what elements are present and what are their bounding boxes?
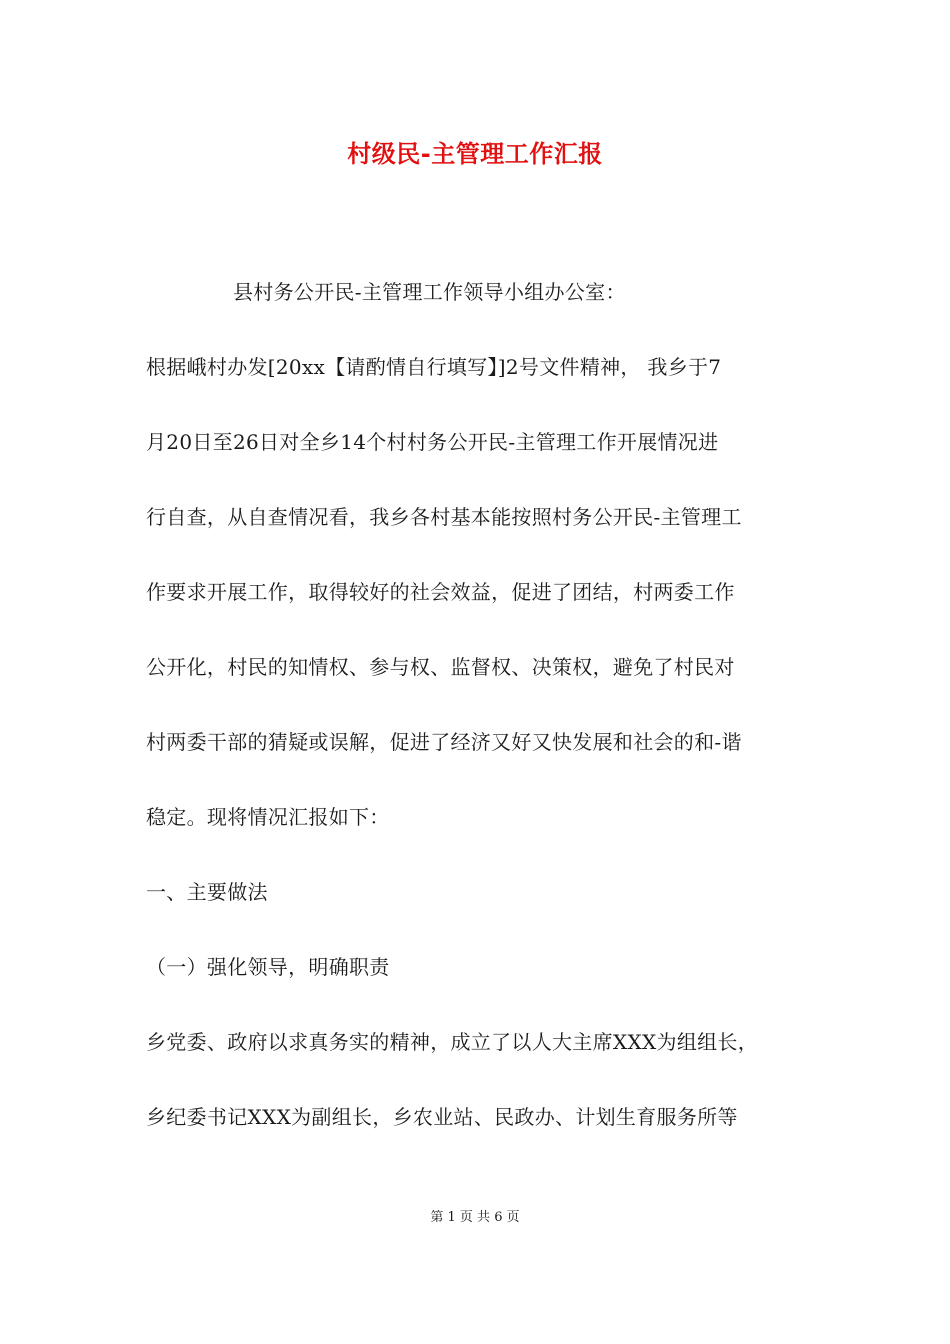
body-line-6: 村两委干部的猜疑或误解，促进了经济又好又快发展和社会的和-谐 <box>146 730 742 754</box>
body-line-2: 月20日至26日对全乡14个村村务公开民-主管理工作开展情况进 <box>146 430 719 454</box>
body-line-1: 根据峨村办发[20xx【请酌情自行填写】]2号文件精神， 我乡于7 <box>146 355 722 379</box>
body-line-4: 作要求开展工作，取得较好的社会效益，促进了团结，村两委工作 <box>146 580 735 604</box>
body-line-5: 公开化，村民的知情权、参与权、监督权、决策权，避免了村民对 <box>146 655 735 679</box>
body-line-7: 稳定。现将情况汇报如下： <box>146 805 390 829</box>
salutation-line: 县村务公开民-主管理工作领导小组办公室： <box>233 280 626 304</box>
body-line-3: 行自查，从自查情况看，我乡各村基本能按照村务公开民-主管理工 <box>146 505 742 529</box>
body-line-9: 乡纪委书记XXX为副组长，乡农业站、民政办、计划生育服务所等 <box>146 1105 738 1129</box>
section-heading: 一、主要做法 <box>146 880 268 904</box>
page-footer: 第 1 页 共 6 页 <box>430 1210 520 1225</box>
document-title: 村级民-主管理工作汇报 <box>347 140 603 168</box>
body-line-8: 乡党委、政府以求真务实的精神，成立了以人大主席XXX为组组长， <box>146 1030 759 1054</box>
subsection-heading: （一）强化领导，明确职责 <box>146 955 390 979</box>
